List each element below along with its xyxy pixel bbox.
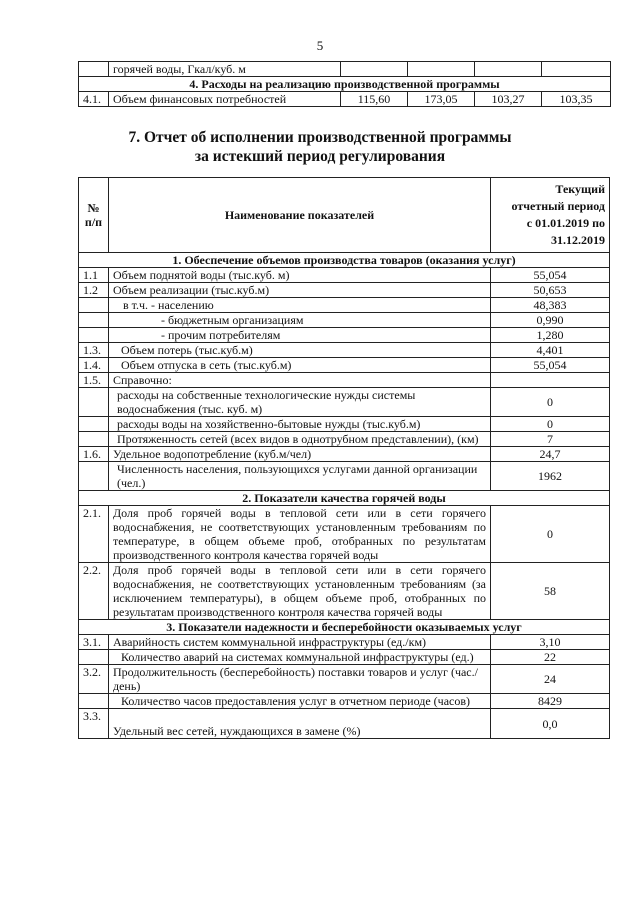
row-label: Объем потерь (тыс.куб.м) xyxy=(109,343,491,358)
row-value: 55,054 xyxy=(491,358,610,373)
row-label: Объем финансовых потребностей xyxy=(109,92,341,107)
row-value: 103,27 xyxy=(475,92,542,107)
section-title: 1. Обеспечение объемов производства товаров (оказания услуг) xyxy=(79,253,610,268)
table-row xyxy=(79,709,610,739)
row-number: 2.1. xyxy=(79,506,109,563)
row-number xyxy=(79,313,109,328)
table-row xyxy=(79,373,610,388)
row-label: в т.ч. - населению xyxy=(109,298,491,313)
row-value: 0 xyxy=(491,417,610,432)
row-label: Численность населения, пользующихся услугами данной организации (чел.) xyxy=(109,462,491,491)
row-number xyxy=(79,417,109,432)
section-title: 2. Показатели качества горячей воды xyxy=(79,491,610,506)
row-value: 103,35 xyxy=(542,92,611,107)
row-label: Объем реализации (тыс.куб.м) xyxy=(109,283,491,298)
row-label: Доля проб горячей воды в тепловой сети или в сети горячего водоснабжения, не соответствующих установленным требованиям по температуре, в общем объеме проб, отобранных по результатам производственного контроля качества горячей воды xyxy=(109,506,491,563)
table-row xyxy=(79,650,610,665)
table-row xyxy=(79,343,610,358)
row-number: 1.6. xyxy=(79,447,109,462)
row-value: 8429 xyxy=(491,694,610,709)
row-label: Справочно: xyxy=(109,373,491,388)
table-row xyxy=(79,563,610,620)
row-number xyxy=(79,328,109,343)
row-number xyxy=(79,388,109,417)
table-row xyxy=(79,62,611,77)
section-title: 3. Показатели надежности и бесперебойности оказываемых услуг xyxy=(79,620,610,635)
row-label: Доля проб горячей воды в тепловой сети или в сети горячего водоснабжения, не соответствующих установленным требованиям (за исключением температуры), в общем объеме проб, отобранных по результатам производственного контроля качества горячей воды xyxy=(109,563,491,620)
row-value: 50,653 xyxy=(491,283,610,298)
table-row xyxy=(79,313,610,328)
section-title: 4. Расходы на реализацию производственной программы xyxy=(79,77,611,92)
row-number xyxy=(79,62,109,77)
row-label: Продолжительность (бесперебойность) поставки товаров и услуг (час./день) xyxy=(109,665,491,694)
row-number xyxy=(79,298,109,313)
row-label: Количество аварий на системах коммунальной инфраструктуры (ед.) xyxy=(109,650,491,665)
row-label: Удельное водопотребление (куб.м/чел) xyxy=(109,447,491,462)
row-value xyxy=(408,62,475,77)
row-number: 1.4. xyxy=(79,358,109,373)
row-value: 55,054 xyxy=(491,268,610,283)
table-row xyxy=(79,506,610,563)
row-label: - прочим потребителям xyxy=(109,328,491,343)
row-number: 1.3. xyxy=(79,343,109,358)
row-number: 4.1. xyxy=(79,92,109,107)
table-row xyxy=(79,298,610,313)
row-value: 48,383 xyxy=(491,298,610,313)
table-row xyxy=(79,694,610,709)
table-row xyxy=(79,283,610,298)
row-number xyxy=(79,694,109,709)
row-number: 3.1. xyxy=(79,635,109,650)
report-table xyxy=(78,177,610,739)
row-label: Протяженность сетей (всех видов в однотрубном представлении), (км) xyxy=(109,432,491,447)
header-period: Текущий отчетный период с 01.01.2019 по 31.12.2019 xyxy=(491,178,610,253)
header-row xyxy=(79,178,610,253)
row-value: 115,60 xyxy=(341,92,408,107)
row-value: 1962 xyxy=(491,462,610,491)
row-value: 0 xyxy=(491,506,610,563)
header-number: № п/п xyxy=(79,178,109,253)
row-value: 1,280 xyxy=(491,328,610,343)
row-value: 22 xyxy=(491,650,610,665)
row-value xyxy=(475,62,542,77)
row-number: 3.3. xyxy=(79,709,109,739)
row-number: 1.2 xyxy=(79,283,109,298)
page-number: 5 xyxy=(316,38,324,53)
table-row xyxy=(79,665,610,694)
row-value: 24,7 xyxy=(491,447,610,462)
row-value: 4,401 xyxy=(491,343,610,358)
row-label: расходы воды на хозяйственно-бытовые нужды (тыс.куб.м) xyxy=(109,417,491,432)
row-value: 0,990 xyxy=(491,313,610,328)
row-label: расходы на собственные технологические нужды системы водоснабжения (тыс. куб. м) xyxy=(109,388,491,417)
table-row xyxy=(79,635,610,650)
row-label: Объем отпуска в сеть (тыс.куб.м) xyxy=(109,358,491,373)
row-value: 3,10 xyxy=(491,635,610,650)
table-row xyxy=(79,417,610,432)
row-number xyxy=(79,650,109,665)
row-number: 1.1 xyxy=(79,268,109,283)
row-value: 58 xyxy=(491,563,610,620)
row-number xyxy=(79,462,109,491)
row-number xyxy=(79,432,109,447)
top-table-fragment xyxy=(78,61,611,107)
row-value xyxy=(341,62,408,77)
row-value: 173,05 xyxy=(408,92,475,107)
row-number: 3.2. xyxy=(79,665,109,694)
table-row xyxy=(79,358,610,373)
row-label: Аварийность систем коммунальной инфраструктуры (ед./км) xyxy=(109,635,491,650)
table-row xyxy=(79,328,610,343)
table-row xyxy=(79,462,610,491)
row-value: 24 xyxy=(491,665,610,694)
header-name: Наименование показателей xyxy=(109,178,491,253)
row-label: горячей воды, Гкал/куб. м xyxy=(109,62,341,77)
row-label: Количество часов предоставления услуг в отчетном периоде (часов) xyxy=(109,694,491,709)
row-value xyxy=(491,373,610,388)
row-label: Удельный вес сетей, нуждающихся в замене (%) xyxy=(109,709,491,739)
section-row xyxy=(79,253,610,268)
row-label: - бюджетным организациям xyxy=(109,313,491,328)
table-row xyxy=(79,92,611,107)
section-row xyxy=(79,491,610,506)
table-row xyxy=(79,432,610,447)
section-row xyxy=(79,620,610,635)
table-row xyxy=(79,388,610,417)
row-value: 7 xyxy=(491,432,610,447)
row-value: 0 xyxy=(491,388,610,417)
section-row xyxy=(79,77,611,92)
row-number: 1.5. xyxy=(79,373,109,388)
table-row xyxy=(79,447,610,462)
row-value: 0,0 xyxy=(491,709,610,739)
row-label: Объем поднятой воды (тыс.куб. м) xyxy=(109,268,491,283)
report-title-line1: 7. Отчет об исполнении производственной программы xyxy=(128,129,512,146)
report-title-line2: за истекший период регулирования xyxy=(194,148,446,165)
row-number: 2.2. xyxy=(79,563,109,620)
row-value xyxy=(542,62,611,77)
table-row xyxy=(79,268,610,283)
